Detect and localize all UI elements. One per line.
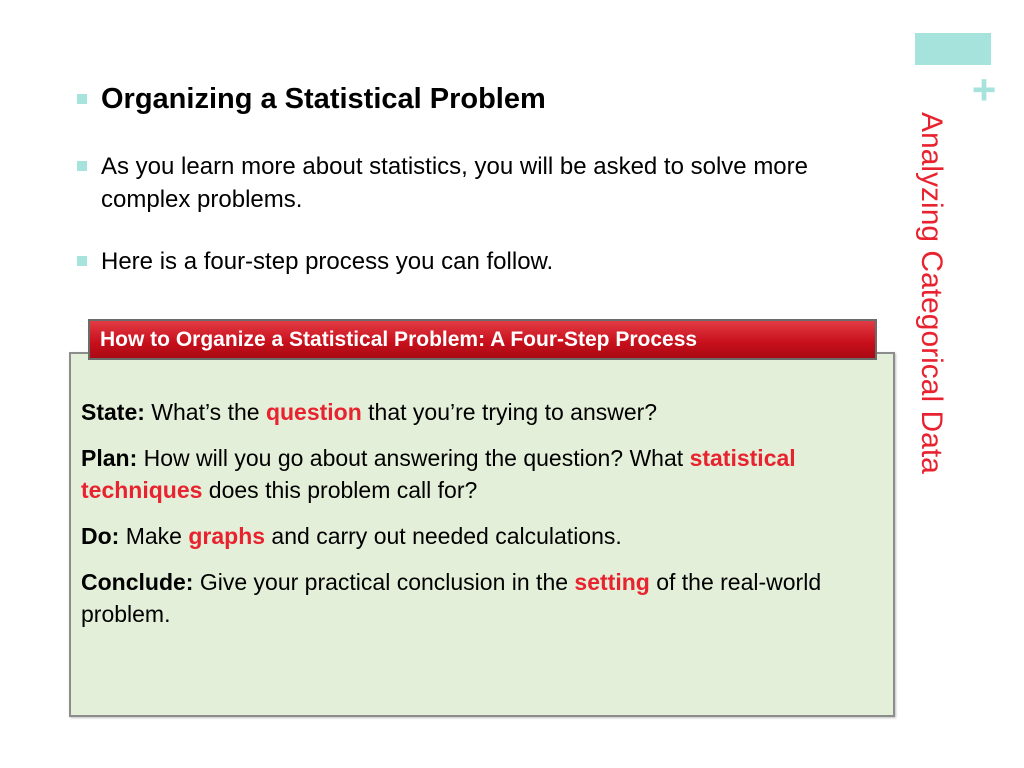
- bullet-text: Here is a four-step process you can follow.: [101, 248, 554, 275]
- step-text: does this problem call for?: [202, 477, 478, 503]
- step-text: Give your practical conclusion in the: [193, 569, 575, 595]
- bullet-heading: [77, 82, 546, 116]
- bullet-heading-text: Organizing a Statistical Problem: [101, 83, 546, 115]
- step-text: and carry out needed calculations.: [265, 523, 622, 549]
- step-state: [81, 396, 881, 428]
- step-text: Make: [119, 523, 189, 549]
- step-label: Plan:: [81, 445, 138, 471]
- step-do: [81, 520, 881, 552]
- plus-icon: +: [971, 66, 997, 113]
- step-conclude: [81, 566, 881, 630]
- step-label: Conclude:: [81, 569, 194, 595]
- step-highlight: statistical techniques: [81, 445, 796, 503]
- process-header: How to Organize a Statistical Problem: A Four-Step Process: [88, 319, 877, 360]
- step-highlight: graphs: [188, 523, 266, 549]
- bullet-text: As you learn more about statistics, you will be asked to solve more complex problems.: [101, 153, 808, 213]
- step-label: State:: [81, 399, 145, 425]
- bullet-item: [77, 150, 877, 216]
- square-bullet-icon: [77, 256, 87, 266]
- step-text: that you’re trying to answer?: [361, 399, 658, 425]
- step-plan: [81, 442, 881, 506]
- process-steps: [81, 396, 881, 644]
- square-bullet-icon: [77, 161, 87, 171]
- step-text: of the real-world problem.: [81, 569, 822, 627]
- step-text: How will you go about answering the question? What: [137, 445, 690, 471]
- step-text: What’s the: [144, 399, 266, 425]
- bullet-item: [77, 245, 877, 278]
- step-highlight: question: [265, 399, 362, 425]
- corner-decoration-block: [915, 33, 991, 65]
- step-label: Do:: [81, 523, 120, 549]
- side-title: Analyzing Categorical Data: [915, 112, 948, 474]
- step-highlight: setting: [574, 569, 650, 595]
- square-bullet-icon: [77, 94, 87, 104]
